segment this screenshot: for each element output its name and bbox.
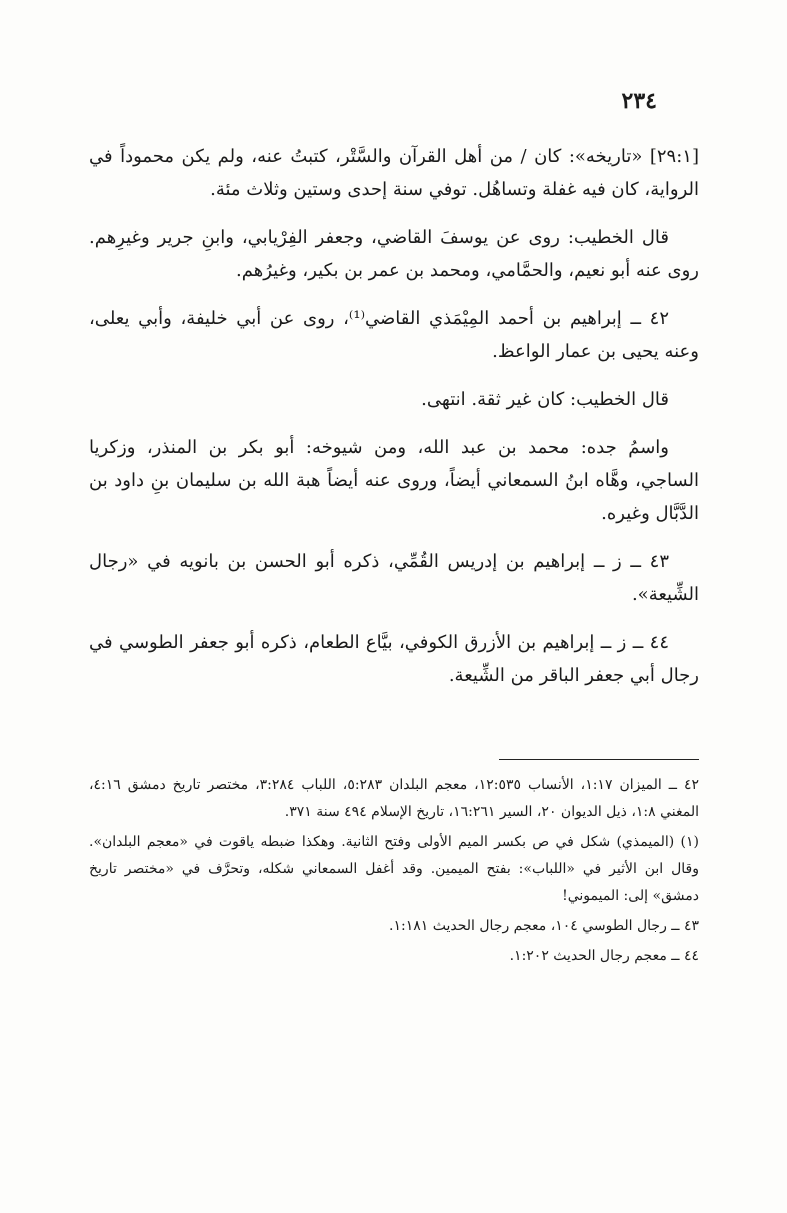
entry-42: ٤٢ ــ إبراهيم بن أحمد المِيْمَذي القاضي⁽¹⁾، روى عن أبي خليفة، وأبي يعلى، وعنه يحيى بن عمار الواعظ.: [89, 308, 699, 362]
footnote-1: (١) (الميمذي) شكل في ص بكسر الميم الأولى وفتح الثانية. وهكذا ضبطه ياقوت في «معجم البلدان». وقال ابن الأثير في «اللباب»: بفتح الميمين. وقد أغفل السمعاني شكله، وتحرَّف في «مختصر تاريخ دمشق» إلى: الميموني!: [89, 834, 699, 904]
paragraph-grandfather-name: واسمُ جده: محمد بن عبد الله، ومن شيوخه: أبو بكر بن المنذر، وزكريا الساجي، وهَّاه ابنُ السمعاني أيضاً، وروى عنه أيضاً هبة الله بن سليمان بنِ داود بن الدَّبَّال وغيره.: [89, 437, 699, 524]
footnote-sources-42: ٤٢ ــ الميزان ١:١٧، الأنساب ١٢:٥٣٥، معجم البلدان ٥:٢٨٣، اللباب ٣:٢٨٤، مختصر تاريخ دمشق ٤:١٦، المغني ١:٨، ذيل الديوان ٢٠، السير ١٦:٢٦١، تاريخ الإسلام ٤٩٤ سنة ٣٧١.: [89, 777, 699, 820]
paragraph-tarikh-entry: [٢٩:١] «تاريخه»: كان / من أهل القرآن والسَّتْر، كتبتُ عنه، ولم يكن محموداً في الرواية، كان فيه غفلة وتساهُل. توفي سنة إحدى وستين وثلاث مئة.: [89, 146, 699, 200]
main-text: [89, 140, 699, 707]
paragraph-khatib-quote-1: قال الخطيب: روى عن يوسفَ القاضي، وجعفر الفِرْيابي، وابنِ جرير وغيرِهم. روى عنه أبو نعيم، والحمَّامي، ومحمد بن عمر بن بكير، وغيرُهم.: [89, 227, 699, 281]
footnote-divider: [499, 759, 699, 760]
footnotes: [89, 772, 699, 973]
paragraph-khatib-quote-2: قال الخطيب: كان غير ثقة. انتهى.: [421, 389, 669, 410]
entry-43: ٤٣ ــ ز ــ إبراهيم بن إدريس القُمِّي، ذكره أبو الحسن بن بانويه في «رجال الشِّيعة».: [89, 551, 699, 605]
entry-44: ٤٤ ــ ز ــ إبراهيم بن الأزرق الكوفي، بيَّاع الطعام، ذكره أبو جعفر الطوسي في رجال أبي جعفر الباقر من الشِّيعة.: [89, 632, 699, 686]
footnote-sources-44: ٤٤ ــ معجم رجال الحديث ١:٢٠٢.: [509, 948, 699, 964]
footnote-sources-43: ٤٣ ــ رجال الطوسي ١٠٤، معجم رجال الحديث ١:١٨١.: [389, 918, 699, 934]
page-number: ٢٣٤: [621, 88, 657, 114]
